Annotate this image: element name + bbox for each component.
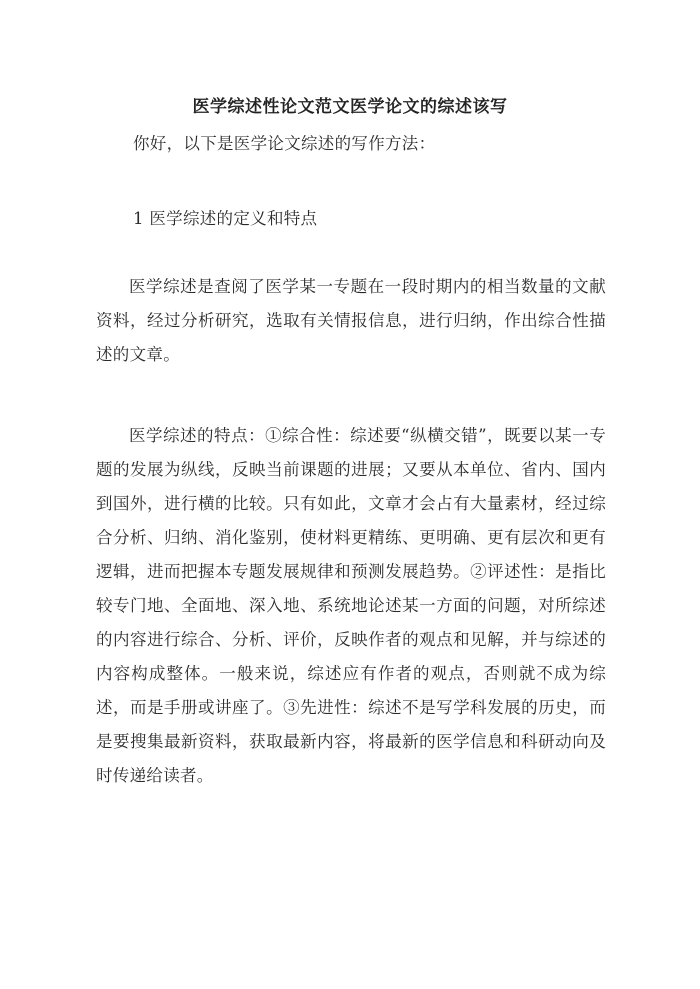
document-title: 医学综述性论文范文医学论文的综述该写 [192, 97, 508, 117]
paragraph-definition: 医学综述是查阅了医学某一专题在一段时期内的相当数量的文献资料，经过分析研究，选取有关情报信息，进行归纳，作出综合性描述的文章。 [96, 277, 606, 364]
greeting-line: 你好，以下是医学论文综述的写作方法： [133, 134, 436, 153]
paragraph-features: 医学综述的特点：①综合性：综述要“纵横交错”，既要以某一专题的发展为纵线，反映当前课题的进展；又要从本单位、省内、国内到国外，进行横的比较。只有如此，文章才会占有大量素材，经过综合分析、归纳、消化鉴别，使材料更精练、更明确、更有层次和更有逻辑，进而把握本专题发展规律和预测发展趋势。②评述性：是指比较专门地、全面地、深入地、系统地论述某一方面的问题，对所综述的内容进行综合、分析、评价，反映作者的观点和见解，并与综述的内容构成整体。一般来说，综述应有作者的观点，否则就不成为综述，而是手册或讲座了。③先进性：综述不是写学科发展的历史，而是要搜集最新资料，获取最新内容，将最新的医学信息和科研动向及时传递给读者。 [96, 426, 606, 785]
section-heading: 1 医学综述的定义和特点 [133, 209, 318, 228]
